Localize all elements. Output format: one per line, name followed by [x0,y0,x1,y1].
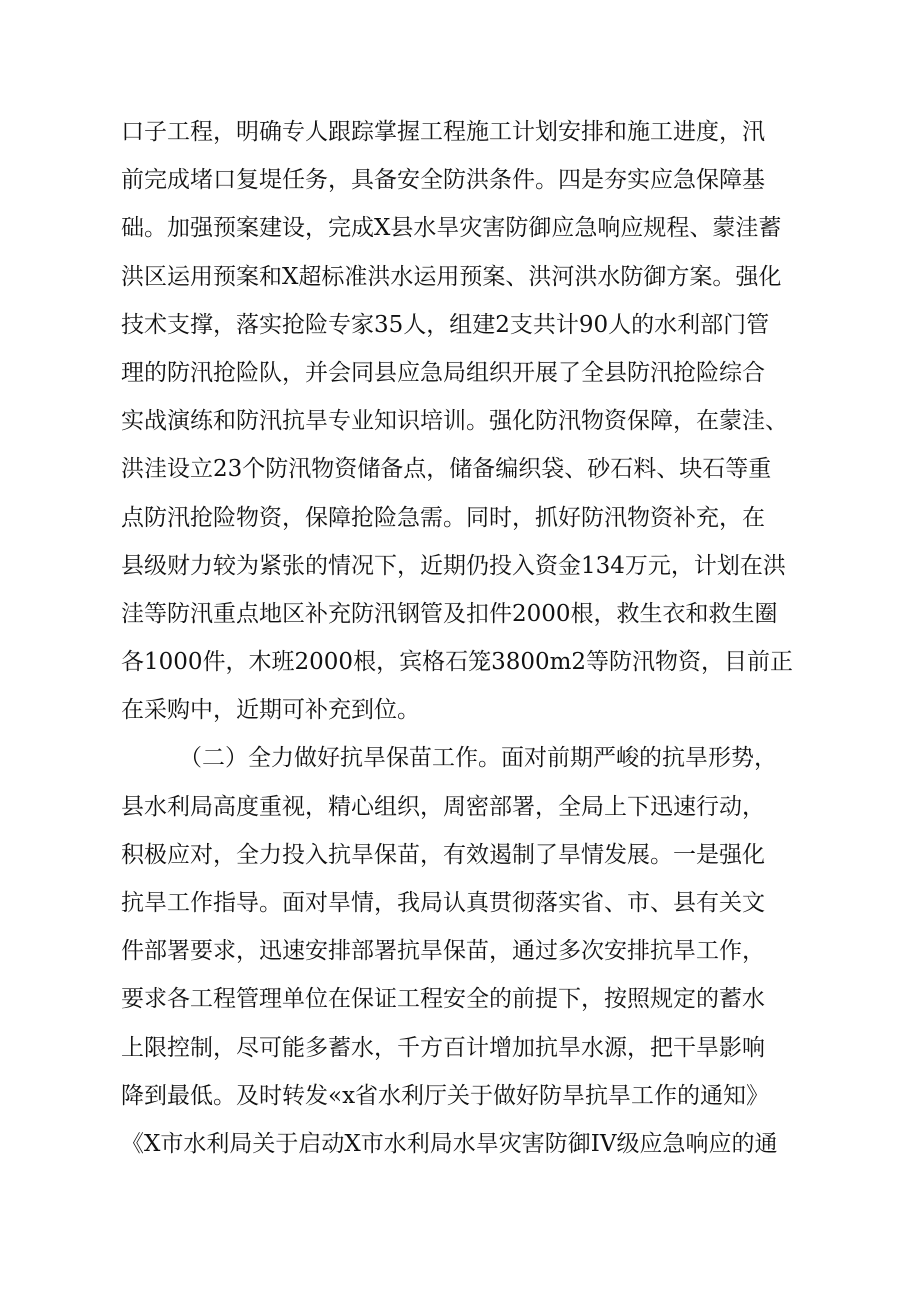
text-line: 口子工程，明确专人跟踪掌握工程施工计划安排和施工进度，汛 [121,119,765,145]
text-line: 《X市水利局关于启动X市水利局水旱灾害防御IV级应急响应的通 [121,1130,778,1157]
text-line: 积极应对，全力投入抗旱保苗，有效遏制了旱情发展。一是强化 [121,841,765,868]
text-line: 洪洼设立23个防汛物资储备点，储备编织袋、砂石料、块石等重 [121,456,772,483]
text-line: 件部署要求，迅速安排部署抗旱保苗，通过多次安排抗旱工作， [121,938,765,965]
text-line: 理的防汛抢险队，并会同县应急局组织开展了全县防汛抢险综合 [121,359,765,386]
text-line: 上限控制，尽可能多蓄水，千方百计增加抗旱水源，把干旱影响 [121,1034,765,1061]
text-line: 县级财力较为紧张的情况下，近期仍投入资金134万元，计划在洪 [121,552,786,579]
text-line: 要求各工程管理单位在保证工程安全的前提下，按照规定的蓄水 [121,986,765,1013]
text-line: 技术支撑，落实抢险专家35人，组建2支共计90人的水利部门管 [121,311,770,338]
text-line: 础。加强预案建设，完成X县水旱灾害防御应急响应规程、蒙洼蓄 [121,215,782,242]
text-line: 抗旱工作指导。面对旱情，我局认真贯彻落实省、市、县有关文 [121,890,765,916]
text-line: 各1000件，木班2000根，宾格石笼3800m2等防汛物资，目前正 [121,649,794,676]
text-line: 在采购中，近期可补充到位。 [121,697,420,724]
text-line: 点防汛抢险物资，保障抢险急需。同时，抓好防汛物资补充，在 [121,504,765,531]
section-heading-line: （二）全力做好抗旱保苗工作。面对前期严峻的抗旱形势， [179,745,777,772]
body-text [121,108,801,1168]
text-line: 县水利局高度重视，精心组织，周密部署，全局上下迅速行动， [121,793,765,820]
text-line: 洪区运用预案和X超标准洪水运用预案、洪河洪水防御方案。强化 [121,263,782,290]
text-line: 洼等防汛重点地区补充防汛钢管及扣件2000根，救生衣和救生圈 [121,600,778,627]
text-line: 实战演练和防汛抗旱专业知识培训。强化防汛物资保障，在蒙洼、 [121,408,788,435]
text-line: 降到最低。及时转发«x省水利厅关于做好防旱抗旱工作的通知》 [121,1082,770,1109]
text-line: 前完成堵口复堤任务，具备安全防洪条件。四是夯实应急保障基 [121,167,765,194]
